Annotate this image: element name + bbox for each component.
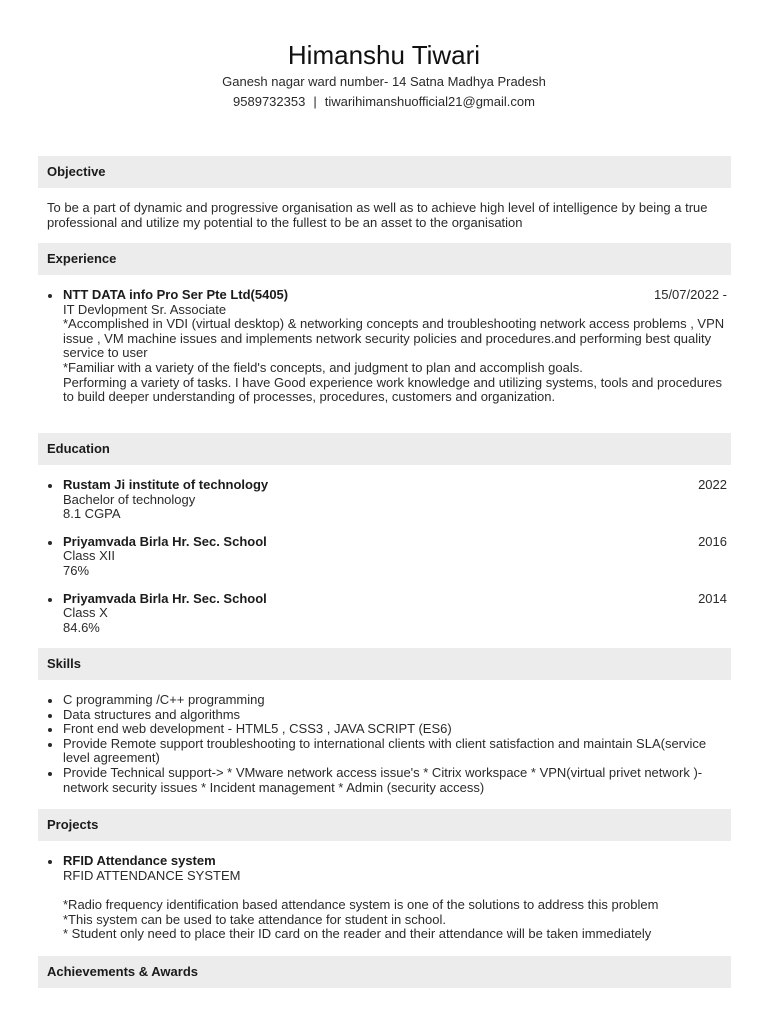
email-address: tiwarihimanshuofficial21@gmail.com xyxy=(324,94,535,109)
education-score: 8.1 CGPA xyxy=(63,506,121,522)
education-institution: Priyamvada Birla Hr. Sec. School xyxy=(63,590,267,606)
section-heading-experience: Experience xyxy=(38,243,731,275)
skills-section xyxy=(47,693,727,795)
experience-company: NTT DATA info Pro Ser Pte Ltd(5405) xyxy=(63,287,289,302)
section-heading-achievements: Achievements & Awards xyxy=(38,956,731,988)
project-subtitle: RFID ATTENDANCE SYSTEM xyxy=(63,867,241,883)
contact-line xyxy=(0,92,768,112)
address: Ganesh nagar ward number- 14 Satna Madhya Pradesh xyxy=(222,74,546,89)
education-score: 76% xyxy=(63,562,90,578)
education-section xyxy=(47,478,727,648)
experience-date: 15/07/2022 - xyxy=(653,287,727,302)
section-heading-objective: Objective xyxy=(38,156,731,188)
section-heading-skills: Skills xyxy=(38,648,731,680)
projects-section xyxy=(47,854,727,942)
objective-section xyxy=(47,201,727,230)
education-item xyxy=(47,535,727,579)
education-institution: Priyamvada Birla Hr. Sec. School xyxy=(63,533,267,549)
project-title: RFID Attendance system xyxy=(63,853,216,868)
experience-item xyxy=(47,288,727,405)
skill-item: Front end web development - HTML5 , CSS3 , JAVA SCRIPT (ES6) xyxy=(47,722,727,737)
resume-header xyxy=(0,0,768,112)
project-details: *Radio frequency identification based attendance system is one of the solutions to address this problem *This system can be used to take attendance for student in school. * Student only need to place their ID card on the reader and their attendance will be taken immediately xyxy=(63,897,659,942)
experience-section xyxy=(47,288,727,405)
skill-item: C programming /C++ programming xyxy=(47,693,727,708)
experience-role: IT Devlopment Sr. Associate xyxy=(63,301,227,317)
section-heading-education: Education xyxy=(38,433,731,465)
education-item xyxy=(47,478,727,522)
phone-number: 9589732353 xyxy=(233,94,306,109)
education-degree: Bachelor of technology xyxy=(63,491,196,507)
section-heading-projects: Projects xyxy=(38,809,731,841)
education-year: 2014 xyxy=(698,590,727,606)
skill-item: Provide Technical support-> * VMware network access issue's * Citrix workspace * VPN(virtual privet network )-network security issues * Incident management * Admin (security access) xyxy=(47,766,727,795)
education-year: 2022 xyxy=(698,477,727,492)
project-item xyxy=(47,854,727,942)
candidate-name: Himanshu Tiwari xyxy=(287,40,481,70)
education-degree: Class XII xyxy=(63,548,116,564)
experience-details: *Accomplished in VDI (virtual desktop) & networking concepts and troubleshooting network access problems , VPN issue , VM machine issues and implements network security policies and procedures.and performing best quality service to user *Familiar with a variety of the field's concepts, and judgment to plan and accomplish goals. Performing a variety of tasks. I have Good experience work knowledge and utilizing systems, tools and procedures to build deeper understanding of processes, procedures, customers and organization. xyxy=(63,316,725,405)
skill-item: Provide Remote support troubleshooting to international clients with client satisfaction and maintain SLA(service level agreement) xyxy=(47,737,727,766)
contact-separator: | xyxy=(313,94,317,109)
education-item xyxy=(47,592,727,636)
education-institution: Rustam Ji institute of technology xyxy=(63,477,269,492)
education-score: 84.6% xyxy=(63,619,100,635)
objective-text: To be a part of dynamic and progressive organisation as well as to achieve high level of intelligence by being a true professional and utilize my potential to the fullest to be an asset to the organisation xyxy=(47,200,708,230)
education-year: 2016 xyxy=(698,533,727,549)
skill-item: Data structures and algorithms xyxy=(47,708,727,723)
education-degree: Class X xyxy=(63,605,108,621)
